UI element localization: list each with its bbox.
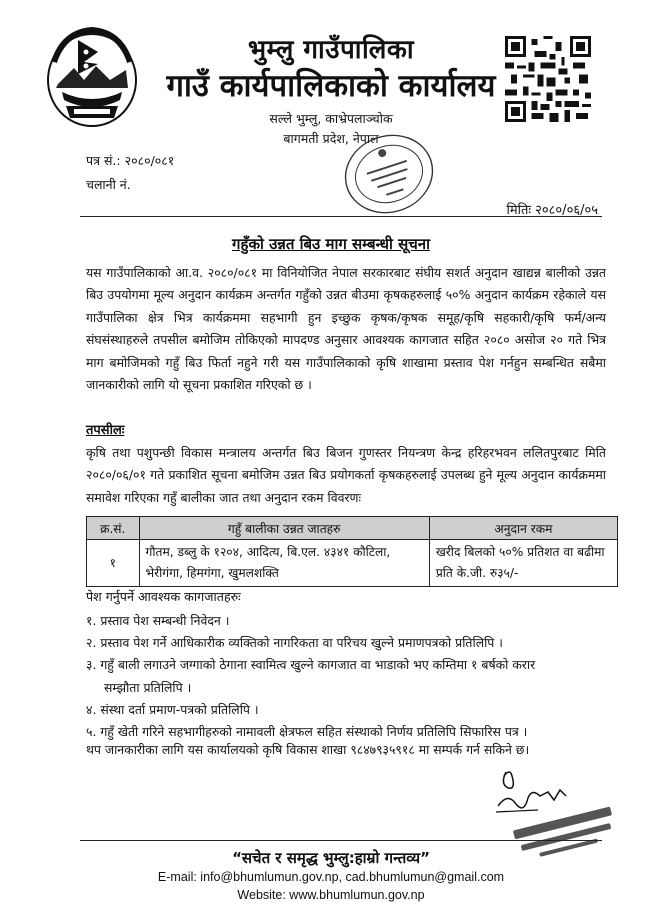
contact-line: थप जानकारीका लागि यस कार्यालयको कृषि विकास शाखा ९८४७९३५९१८ मा सम्पर्क गर्न सकिने छ। xyxy=(86,742,530,757)
address-line-1: सल्ले भुम्लु, काभ्रेपलाञ्चोक xyxy=(269,111,393,126)
document-item-3: ३. गहुँ बाली लगाउने जग्गाको ठेगाना स्वामित्व खुल्ने कागजात वा भाडाको भए कम्तिमा १ बर्षको करार xyxy=(86,657,536,673)
grant-table xyxy=(86,516,618,587)
notice-body: यस गाउँपालिकाको आ.व. २०८०/०८१ मा विनियोजित नेपाल सरकारबाट संघीय सशर्त अनुदान खाद्यन्न बालीको उन्नत बिउ उपयोगमा मूल्य अनुदान कार्यक्रम अन्तर्गत गहुँको उन्नत बीउमा कृषकहरुलाई ५०% अनुदान कार्यक्रम रहेकाले यस गाउँपालिका क्षेत्र भित्र कार्यक्रममा सहभागी हुन इच्छुक कृषक/कृषक समूह/कृषि सहकारी/कृषि फर्म/अन्य संघसंस्थाहरुले तपसील बमोजिम तोकिएको मापदण्ड अनुसार आवश्यक कागजात सहित २०८० असोज २० गते भित्र माग बमोजिमको गहुँ बिउ फिर्ता नहुने गरी यस गाउँपालिकाको कृषि शाखामा प्रस्ताव पेश गर्नहुन सम्बन्धित सबैमा जानकारीको लागि यो सूचना प्रकाशित गरिएको छ । xyxy=(86,265,606,393)
col-header-varieties: गहुँ बालीका उन्नत जातहरु xyxy=(139,517,429,540)
document-item-4: ४. संस्था दर्ता प्रमाण-पत्रको प्रतिलिपि । xyxy=(86,701,259,717)
notice-title: गहुँको उन्नत बिउ माग सम्बन्धी सूचना xyxy=(232,235,430,253)
table-row xyxy=(87,540,618,587)
details-body: कृषि तथा पशुपन्छी विकास मन्त्रालय अन्तर्गत बिउ बिजन गुणस्तर नियन्त्रण केन्द्र हरिहरभवन ललितपुरबाट मिति २०८०/०६/०१ गते प्रकाशित सूचना बमोजिम उन्नत बिउ प्रयोगकर्ता कृषकहरुलाई उपलब्ध हुने मूल्य अनुदान कार्यक्रममा समावेश गरिएका गहुँ बालीका जात तथा अनुदान रकम विवरणः xyxy=(86,445,606,505)
list-item xyxy=(86,654,606,698)
cell-amount: खरीद बिलको ५०% प्रतिशत वा बढीमा प्रति के.जी. रु३५/- xyxy=(429,540,617,587)
footer-email: E-mail: info@bhumlumun.gov.np, cad.bhumlumun@gmail.com xyxy=(157,870,505,884)
cell-sn: १ xyxy=(87,540,140,587)
footer-divider xyxy=(80,840,602,841)
document-item-3-cont: सम्झौता प्रतिलिपि । xyxy=(104,679,192,695)
header-divider xyxy=(80,216,602,217)
office-title: गाउँ कार्यपालिकाको कार्यालय xyxy=(166,68,496,104)
footer-website: Website: www.bhumlumun.gov.np xyxy=(237,888,425,902)
list-item xyxy=(86,721,606,743)
details-heading: तपसीलः xyxy=(86,423,125,438)
letter-date: मितिः २०८०/०६/०५ xyxy=(506,203,598,218)
office-stamp-icon xyxy=(330,122,448,222)
dispatch-no: चलानी नं. xyxy=(86,177,131,192)
office-name: भुम्लु गाउँपालिका xyxy=(247,35,415,65)
col-header-sn: क्र.सं. xyxy=(87,517,140,540)
document-item-5: ५. गहुँ खेती गरिने सहभागीहरुको नामावली क्षेत्रफल सहित संस्थाको निर्णय प्रतिलिपि सिफारिस पत्र । xyxy=(86,724,528,740)
cell-varieties: गौतम, डब्लु के १२०४, आदित्य, बि.एल. ४३४१ कौटिला, भेरीगंगा, हिमगंगा, खुमलशक्ति xyxy=(139,540,429,587)
document-item-1: १. प्रस्ताव पेश सम्बन्धी निवेदन । xyxy=(86,613,230,628)
documents-list xyxy=(86,610,606,743)
address-line-2: बागमती प्रदेश, नेपाल xyxy=(283,131,379,146)
documents-heading: पेश गर्नुपर्ने आवश्यक कागजातहरुः xyxy=(86,589,241,604)
table-header-row xyxy=(87,517,618,540)
list-item xyxy=(86,699,606,721)
letter-ref-no: पत्र सं.: २०८०/०८१ xyxy=(86,153,175,168)
list-item xyxy=(86,632,606,654)
qr-code-icon xyxy=(505,36,591,122)
document-item-2: २. प्रस्ताव पेश गर्ने आधिकारीक व्यक्तिको नागरिकता वा परिचय खुल्ने प्रमाणपत्रको प्रतिलिपि । xyxy=(86,635,503,651)
col-header-amount: अनुदान रकम xyxy=(429,517,617,540)
list-item xyxy=(86,610,606,632)
office-motto: “सचेत र समृद्ध भुम्लु:हाम्रो गन्तव्य” xyxy=(232,849,430,867)
